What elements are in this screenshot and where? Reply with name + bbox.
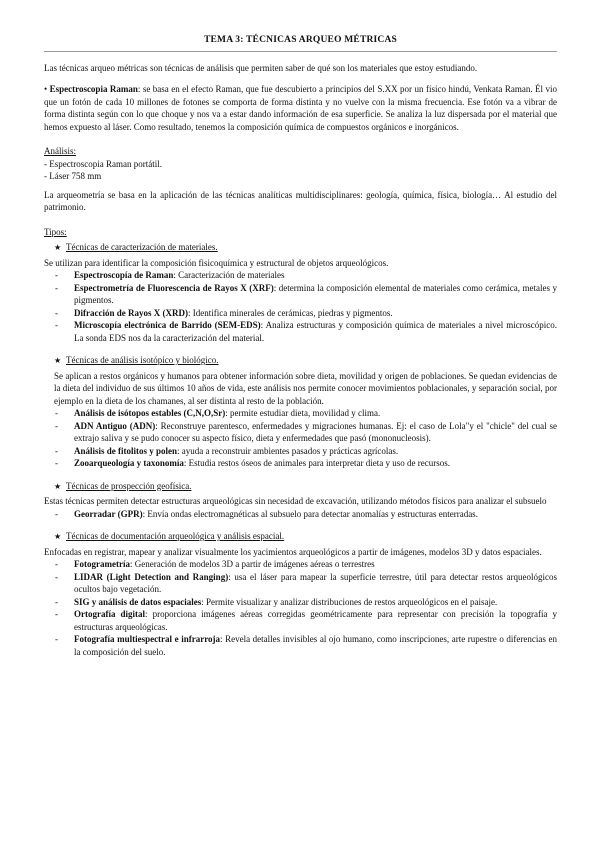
list-item [44,282,557,307]
dash-icon: - [55,320,58,330]
bullet-icon: • [44,84,48,94]
technique-text: : Generación de modelos 3D a partir de imágenes aéreas o terrestres [129,559,375,569]
technique-term: Análisis de fitolitos y polen [74,445,178,456]
tipos-heading: Tipos: [44,226,67,237]
technique-text: : Envía ondas electromagnéticas al subsuelo para detectar anomalías y estructuras enterradas. [142,508,478,519]
technique-text: : permite estudiar dieta, movilidad y clima. [225,408,381,418]
section-heading-text: Técnicas de prospección geofísica. [66,480,192,491]
list-item [44,508,557,521]
technique-list [44,407,557,470]
section-heading-text: Técnicas de caracterización de materiales. [66,242,218,252]
dash-icon: - [55,508,58,519]
star-icon: ★ [54,243,62,252]
analisis-line: - Láser 758 mm [44,171,102,181]
technique-term: Fotogrametría [74,559,130,569]
list-item [44,307,557,320]
list-item [44,420,557,445]
technique-term: ADN Antiguo (ADN) [74,420,156,431]
raman-term: Espectroscopia Raman [49,84,138,94]
list-item [44,407,557,420]
title-divider [44,51,557,52]
document-page [44,34,557,668]
dash-icon: - [55,270,58,280]
section-intro: Se aplican a restos orgánicos y humanos para obtener información sobre dieta, movilidad y origen de poblaciones. Se quedan evidencias de la dieta del individuo de sus últimos 10 años de vida, este análisis nos permite conocer movimientos poblacionales, y separación social, por ejemplo en la dieta de los chamanes, al ser distinta al resto de la población. [54,370,557,406]
technique-text: : Estudia restos óseos de animales para interpretar dieta y uso de recursos. [183,458,451,468]
section-heading-text: Técnicas de análisis isotópico y biológico. [66,355,219,365]
dash-icon: - [55,307,58,318]
technique-term: Georradar (GPR) [74,508,143,519]
technique-list [44,508,557,521]
technique-text: : ayuda a reconstruir ambientes pasados y prácticas agrícolas. [177,445,399,456]
dash-icon: - [55,445,58,456]
section-intro: Estas técnicas permiten detectar estructuras arqueológicas sin necesidad de excavación, utilizando métodos físicos para analizar el subsuelo [44,496,547,506]
technique-term: Difracción de Rayos X (XRD) [74,307,188,318]
dash-icon: - [55,282,58,293]
technique-text: : determina la composición elemental de materiales como cerámica, metales y pigmentos. [74,282,557,305]
star-icon: ★ [54,532,62,541]
section-intro: Se utilizan para identificar la composición fisicoquímica y estructural de objetos arqueológicos. [44,257,389,268]
technique-text: : Permite visualizar y analizar distribuciones de restos arqueológicos en el paisaje. [201,596,498,607]
technique-text: : proporciona imágenes aéreas corregidas geométricamente para representar con precisión la topografía y estructuras arqueológicas. [74,609,557,632]
list-item [44,571,557,596]
technique-term: SIG y análisis de datos espaciales [74,596,202,607]
sections-container [44,241,557,658]
star-icon: ★ [54,481,62,491]
technique-list [44,269,557,344]
list-item [44,608,557,633]
section-heading [54,241,557,255]
section-intro: Enfocadas en registrar, mapear y analizar visualmente los yacimientos arqueológicos a partir de imágenes, modelos 3D y datos espaciales. [44,546,542,557]
technique-list [44,558,557,658]
list-item [44,633,557,658]
technique-term: Análisis de isótopos estables (C,N,O,Sr) [74,408,226,418]
arqueometria-paragraph: La arqueometría se basa en la aplicación de las técnicas analíticas multidisciplinares: geología, química, física, biología… Al estudio del patrimonio. [44,189,557,212]
analisis-heading: Análisis: [44,146,77,156]
technique-text: : Caracterización de materiales [173,270,285,280]
page-title: TEMA 3: TÉCNICAS ARQUEO MÉTRICAS [203,35,398,45]
dash-icon: - [55,458,58,468]
technique-text: : Analiza estructuras y composición química de materiales a nivel microscópico. La sonda EDS nos da la caracterización del material. [74,320,557,343]
technique-term: Ortografía digital [74,609,146,619]
list-item [44,269,557,282]
dash-icon: - [55,596,58,607]
dash-icon: - [55,609,58,619]
technique-text: : Reconstruye parentesco, enfermedades y migraciones humanas. Ej: el caso de Lola"y el "chicle" del cual se extrajo saliva y se pudo conocer su aspecto físico, dieta y enfermedades que pasó (mononucleosis). [74,420,557,443]
technique-text: : usa el láser para mapear la superficie terrestre, útil para detectar restos arqueológicos ocultos bajo vegetación. [74,571,557,594]
analisis-line: - Espectroscopia Raman portátil. [44,158,162,169]
section-heading-text: Técnicas de documentación arqueológica y análisis espacial. [66,531,285,541]
technique-term: Espectrometría de Fluorescencia de Rayos X (XRF) [74,282,274,293]
raman-text: : se basa en el efecto Raman, que fue descubierto a principios del S.XX por un físico hindú, Venkata Raman. Él vio que un fotón de cada 10 millones de fotones se comporta de forma distinta y no vuelve con la misma frecuencia. Ese fotón va a vibrar de forma distinta según con lo que choque y nos va a estar dando información de esa superficie. Se analiza la luz dispersada por el material que hemos expuesto al láser. Como resultado, tenemos la composición química de compuestos orgánicos e inorgánicos. [44,84,557,132]
section-heading [54,480,557,494]
section-heading [54,354,557,368]
dash-icon: - [55,559,58,569]
technique-term: Fotografía multiespectral e infrarroja [74,634,221,644]
list-item [44,457,557,470]
technique-term: Espectroscopía de Raman [74,270,174,280]
intro-paragraph: Las técnicas arqueo métricas son técnicas de análisis que permiten saber de qué son los materiales que estoy estudiando. [44,62,478,73]
section-heading [54,530,557,544]
list-item [44,596,557,609]
raman-paragraph [44,83,557,133]
technique-text: : Identifica minerales de cerámicas, piedras y pigmentos. [187,307,393,318]
dash-icon: - [55,420,58,431]
technique-term: Zooarqueología y taxonomía [74,458,184,468]
star-icon: ★ [54,356,62,365]
dash-icon: - [55,571,58,582]
technique-text: : Revela detalles invisibles al ojo humano, como inscripciones, arte rupestre o diferencias en la composición del suelo. [74,634,557,657]
list-item [44,319,557,344]
technique-term: LIDAR (Light Detection and Ranging) [74,571,229,582]
list-item [44,445,557,458]
dash-icon: - [55,634,58,644]
technique-term: Microscopía electrónica de Barrido (SEM-EDS) [74,320,261,330]
list-item [44,558,557,571]
dash-icon: - [55,408,58,418]
